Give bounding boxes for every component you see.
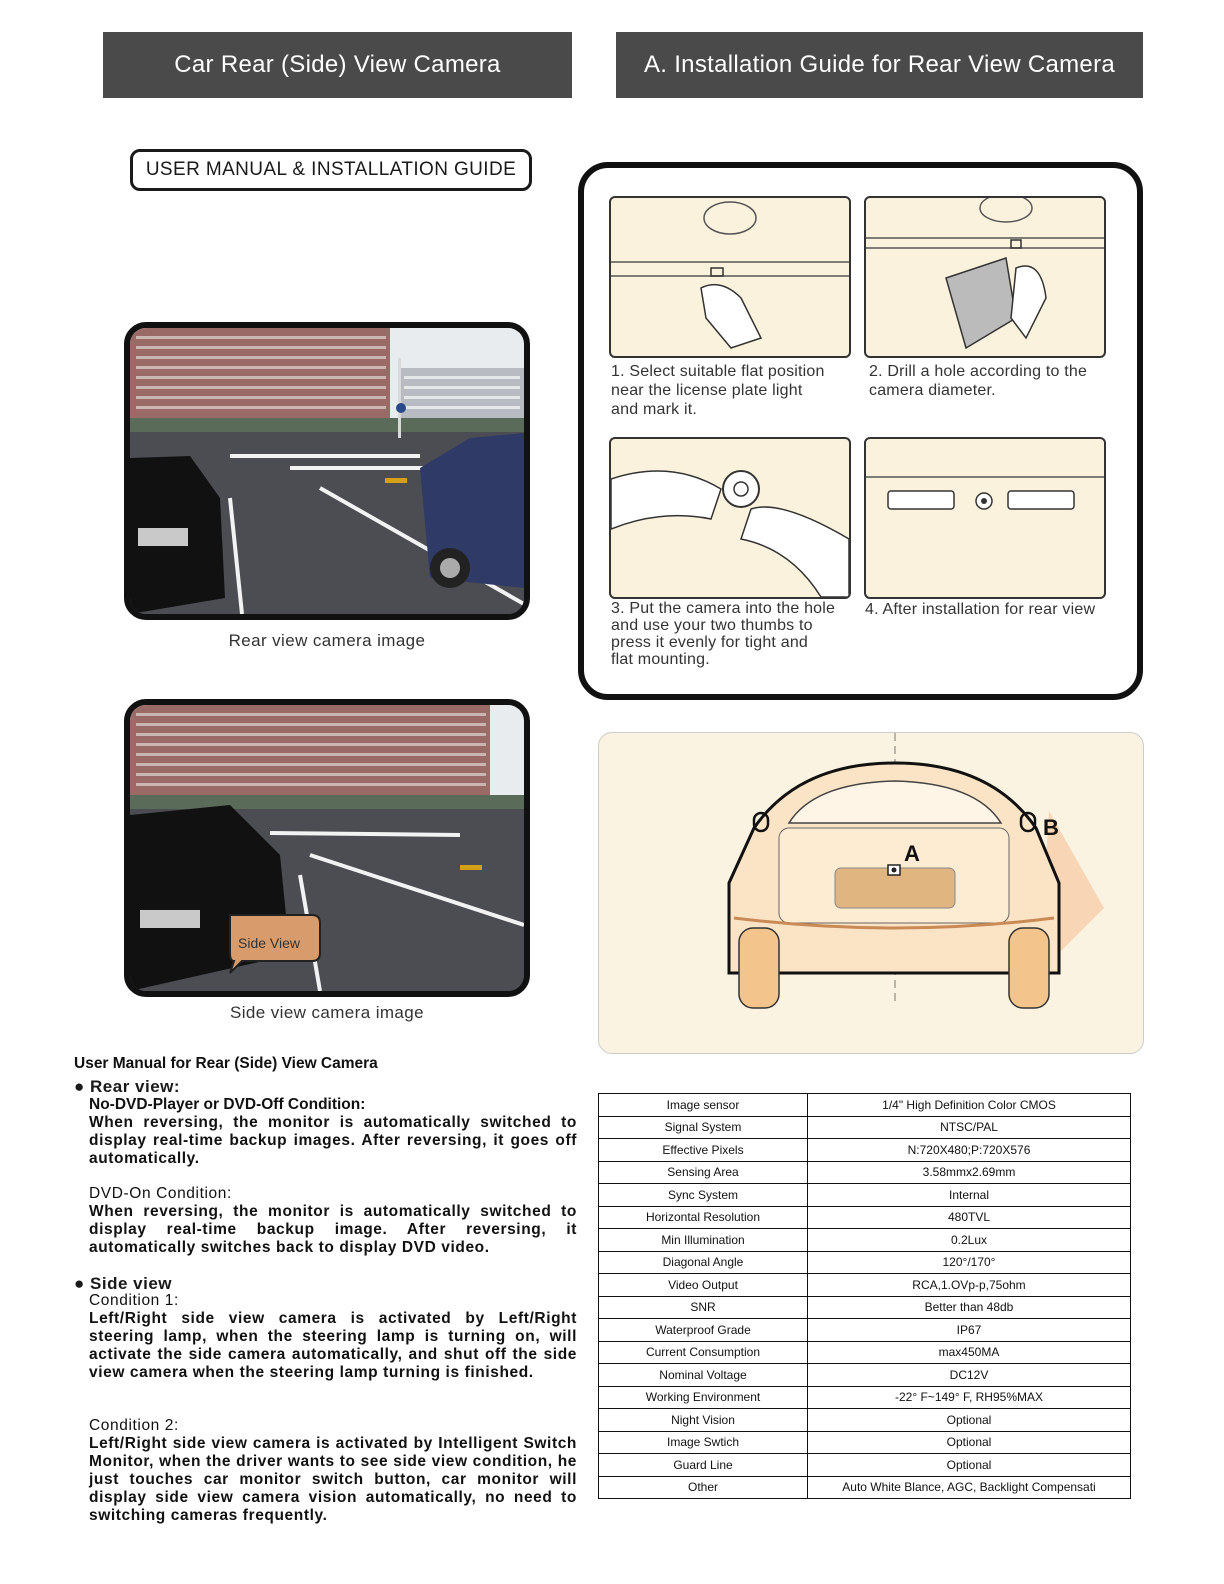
left-header-bar — [103, 32, 572, 98]
spec-table-body — [599, 1094, 1131, 1499]
spec-table — [598, 1093, 1131, 1499]
rear-view-heading-label: Rear view: — [90, 1077, 181, 1096]
spec-value: NTSC/PAL — [808, 1116, 1131, 1139]
side-view-heading-label: Side view — [90, 1274, 172, 1293]
spec-label: Sensing Area — [599, 1161, 808, 1184]
press-camera-illustration — [611, 439, 849, 597]
side-view-photo — [124, 699, 530, 997]
spec-label: Nominal Voltage — [599, 1364, 808, 1387]
spec-value: max450MA — [808, 1341, 1131, 1364]
spec-row — [599, 1319, 1131, 1342]
spec-row — [599, 1116, 1131, 1139]
spec-label: Current Consumption — [599, 1341, 808, 1364]
manual-badge-label: USER MANUAL & INSTALLATION GUIDE — [145, 159, 517, 180]
spec-row — [599, 1296, 1131, 1319]
spec-label: Guard Line — [599, 1454, 808, 1477]
rear-view-heading — [74, 1077, 180, 1097]
spec-value: Auto White Blance, AGC, Backlight Compensati — [808, 1476, 1131, 1499]
spec-row — [599, 1364, 1131, 1387]
drill-illustration — [866, 198, 1104, 356]
spec-label: Image sensor — [599, 1094, 808, 1117]
manual-title: User Manual for Rear (Side) View Camera — [74, 1055, 378, 1072]
right-header-title: A. Installation Guide for Rear View Camera — [643, 51, 1116, 78]
dvd-on-heading: DVD-On Condition: — [89, 1185, 232, 1202]
spec-label: Waterproof Grade — [599, 1319, 808, 1342]
spec-row — [599, 1274, 1131, 1297]
step-2-text: 2. Drill a hole according to the camera diameter. — [869, 363, 1088, 399]
condition1-text: Left/Right side view camera is activated by Left/Right steering lamp, when the steering lamp is turning on, will activate the side camera automatically, and shut off the side view camera when the steering lamp turning is finished. — [89, 1310, 577, 1381]
spec-value: Better than 48db — [808, 1296, 1131, 1319]
spec-label: Working Environment — [599, 1386, 808, 1409]
spec-label: Sync System — [599, 1184, 808, 1207]
diagram-label-a: A — [904, 841, 920, 866]
spec-row — [599, 1206, 1131, 1229]
parking-lot-side-illustration — [130, 705, 524, 991]
condition1-heading: Condition 1: — [89, 1292, 179, 1309]
side-view-bubble-label: Side View — [238, 935, 301, 951]
spec-row — [599, 1251, 1131, 1274]
spec-row — [599, 1454, 1131, 1477]
spec-row — [599, 1094, 1131, 1117]
step-2-panel — [864, 196, 1106, 358]
spec-label: Effective Pixels — [599, 1139, 808, 1162]
spec-label: Video Output — [599, 1274, 808, 1297]
step-4-panel — [864, 437, 1106, 599]
spec-row — [599, 1476, 1131, 1499]
spec-label: Night Vision — [599, 1409, 808, 1432]
spec-label: Signal System — [599, 1116, 808, 1139]
side-view-caption: Side view camera image — [230, 1003, 424, 1022]
step-3-panel — [609, 437, 851, 599]
dvd-on-text: When reversing, the monitor is automatically switched to display real-time backup image. After reversing, it automatically switches back to display DVD video. — [89, 1203, 577, 1256]
condition2-text: Left/Right side view camera is activated by Intelligent Switch Monitor, when the driver wants to see side view condition, he just touches car monitor switch button, car monitor will display side view camera vision automatically, no need to switching cameras frequently. — [89, 1435, 577, 1524]
right-header-bar — [616, 32, 1143, 98]
step-1-panel — [609, 196, 851, 358]
spec-label: Diagonal Angle — [599, 1251, 808, 1274]
spec-value: N:720X480;P:720X576 — [808, 1139, 1131, 1162]
left-header-title: Car Rear (Side) View Camera — [174, 51, 501, 78]
spec-value: 120°/170° — [808, 1251, 1131, 1274]
spec-row — [599, 1409, 1131, 1432]
spec-row — [599, 1139, 1131, 1162]
spec-value: 0.2Lux — [808, 1229, 1131, 1252]
side-view-heading — [74, 1274, 172, 1294]
car-rear-illustration — [599, 733, 1143, 1053]
spec-value: 480TVL — [808, 1206, 1131, 1229]
spec-label: Image Swtich — [599, 1431, 808, 1454]
spec-row — [599, 1341, 1131, 1364]
spec-value: Optional — [808, 1409, 1131, 1432]
spec-value: -22° F~149° F, RH95%MAX — [808, 1386, 1131, 1409]
step-3-text: 3. Put the camera into the hole and use your two thumbs to press it evenly for tight and flat mounting. — [611, 600, 836, 668]
spec-label: Min Illumination — [599, 1229, 808, 1252]
installed-camera-illustration — [866, 439, 1104, 597]
spec-value: 3.58mmx2.69mm — [808, 1161, 1131, 1184]
spec-row — [599, 1229, 1131, 1252]
car-camera-diagram — [598, 732, 1144, 1054]
spec-label: SNR — [599, 1296, 808, 1319]
step-1-text: 1. Select suitable flat position near the license plate light and mark it. — [611, 363, 825, 418]
mark-position-illustration — [611, 198, 849, 356]
spec-row — [599, 1386, 1131, 1409]
parking-lot-rear-illustration — [130, 328, 524, 614]
no-dvd-heading: No-DVD-Player or DVD-Off Condition: — [89, 1096, 366, 1113]
spec-value: DC12V — [808, 1364, 1131, 1387]
bullet-icon: ● — [74, 1274, 85, 1293]
spec-value: Internal — [808, 1184, 1131, 1207]
rear-view-photo — [124, 322, 530, 620]
spec-label: Other — [599, 1476, 808, 1499]
step-4-text: 4. After installation for rear view — [865, 601, 1096, 618]
spec-row — [599, 1431, 1131, 1454]
spec-value: Optional — [808, 1454, 1131, 1477]
spec-row — [599, 1161, 1131, 1184]
spec-row — [599, 1184, 1131, 1207]
rear-view-caption: Rear view camera image — [228, 631, 426, 650]
spec-value: IP67 — [808, 1319, 1131, 1342]
spec-value: 1/4" High Definition Color CMOS — [808, 1094, 1131, 1117]
manual-badge — [130, 149, 532, 191]
spec-value: RCA,1.OVp-p,75ohm — [808, 1274, 1131, 1297]
condition2-heading: Condition 2: — [89, 1417, 179, 1434]
spec-value: Optional — [808, 1431, 1131, 1454]
spec-label: Horizontal Resolution — [599, 1206, 808, 1229]
no-dvd-text: When reversing, the monitor is automatically switched to display real-time backup images. After reversing, it goes off automatically. — [89, 1114, 577, 1167]
bullet-icon: ● — [74, 1077, 85, 1096]
diagram-label-b: B — [1043, 815, 1059, 840]
